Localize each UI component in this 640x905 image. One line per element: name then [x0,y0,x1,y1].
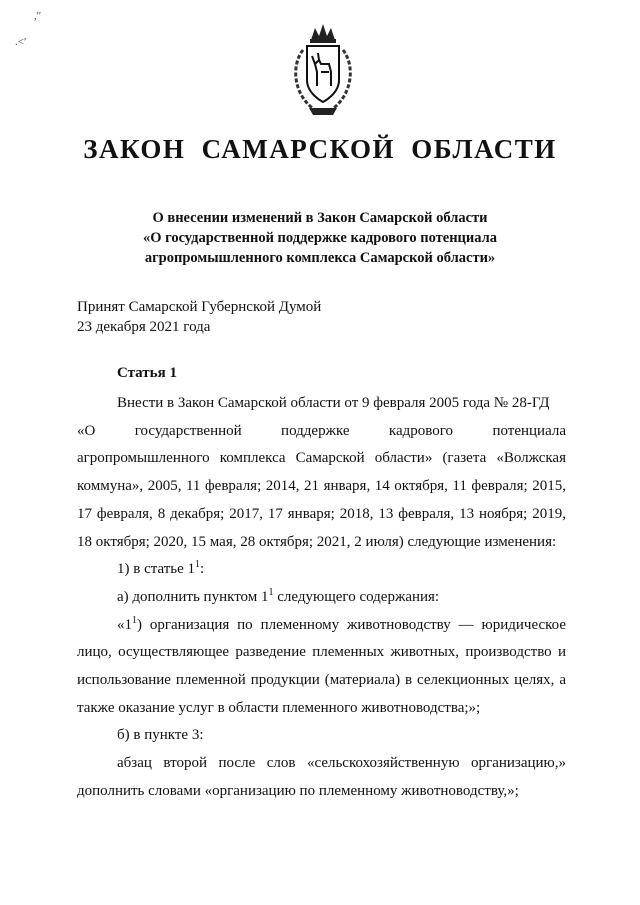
item-text: б) в пункте 3: [117,727,204,744]
item-text: а) дополнить пунктом 1 [117,588,269,605]
article-heading: Статья 1 [117,365,177,381]
adoption-info [77,297,321,337]
list-item [77,556,566,584]
article-body [77,390,566,806]
item-text: ) организация по племенному животноводству — юридическое лицо, осуществляющее разведение племенных животных, производство и использование племенной продукции (материала) в селекционных целях, а также оказание услуг в области племенного животноводства;»; [77,616,566,716]
quoted-definition [77,612,566,723]
paragraph [77,418,566,446]
superscript: 1 [132,614,137,626]
paragraph [77,445,566,556]
item-text: следующего содержания: [273,588,440,605]
corner-scribble-mark: ,'ʹ [34,10,42,22]
list-item [77,722,566,750]
intro-text: агропромышленного комплекса Самарской области» (газета «Волжская коммуна», 2005, 11 февраля; 2014, 21 января, 14 октября, 11 февраля; 2015, 17 февраля, 8 декабря; 2017, 17 января; 2018, 13 февраля, 13 ноября; 2019, 18 октября; 2020, 15 мая, 28 октября; 2021, 2 июля) следующие изменения: [77,450,566,550]
superscript: 1 [268,586,274,598]
item-text: 1) в статье 1 [117,561,196,578]
item-text: абзац второй после слов «сельскохозяйственную организацию,» дополнить словами «организацию по племенному животноводству,»; [77,755,566,799]
adoption-date: 23 декабря 2021 года [77,319,211,335]
item-text: «1 [117,616,132,633]
subtitle-line: О внесении изменений в Закон Самарской области [152,210,488,226]
list-item [77,584,566,612]
adopted-by: Принят Самарской Губернской Думой [77,299,322,315]
item-text: : [200,561,205,578]
paragraph [77,390,566,418]
subtitle-line: агропромышленного комплекса Самарской области» [144,250,496,266]
law-subtitle [90,208,550,268]
coat-of-arms-icon [285,20,361,120]
corner-scribble-mark: .<ʹ [15,36,27,48]
page-title: ЗАКОН САМАРСКОЙ ОБЛАСТИ [83,134,557,164]
intro-text: Внести в Закон Самарской области от 9 февраля 2005 года № 28-ГД [117,395,550,411]
paragraph [77,750,566,805]
superscript: 1 [195,559,201,571]
intro-text: «О государственной поддержке кадрового потенциала [77,422,566,439]
subtitle-line: «О государственной поддержке кадрового потенциала [142,230,498,246]
